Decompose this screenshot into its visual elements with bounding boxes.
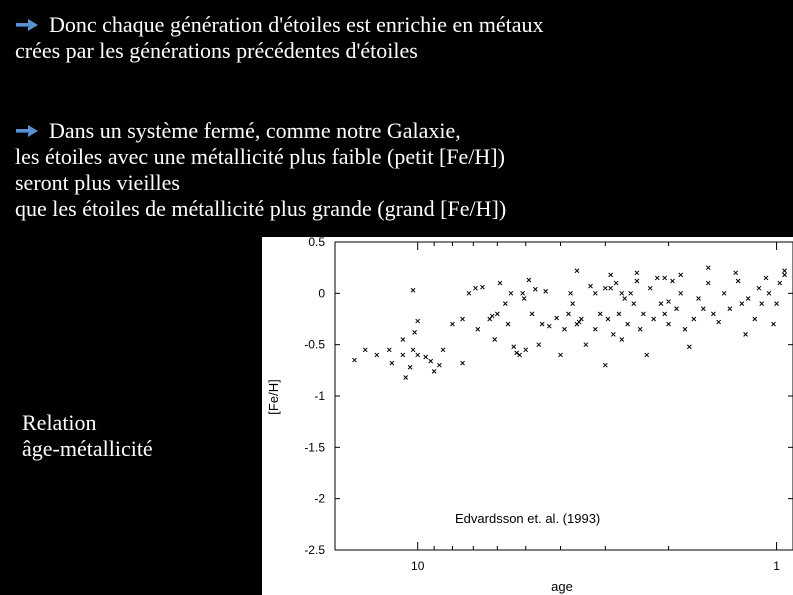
data-point — [760, 302, 764, 306]
bullet-1-line-2: crées par les générations précédentes d'étoiles — [15, 38, 418, 63]
data-point — [411, 348, 415, 352]
data-point — [764, 276, 768, 280]
data-point — [728, 307, 732, 311]
bullet-2-line-3: seront plus vieilles — [15, 170, 180, 195]
data-point — [461, 317, 465, 321]
x-tick-label: 10 — [411, 559, 425, 573]
data-point — [744, 332, 748, 336]
data-point — [509, 291, 513, 295]
data-point — [375, 353, 379, 357]
data-point — [611, 332, 615, 336]
data-point — [575, 269, 579, 273]
y-tick-label: -0.5 — [304, 337, 325, 352]
data-point — [746, 296, 750, 300]
data-point — [598, 312, 602, 316]
data-point — [593, 291, 597, 295]
bullet-2 — [15, 118, 506, 222]
data-point — [524, 348, 528, 352]
data-point — [778, 281, 782, 285]
arrow-right-icon — [15, 18, 39, 32]
data-point — [740, 302, 744, 306]
data-point — [521, 291, 525, 295]
data-point — [635, 279, 639, 283]
data-point — [559, 353, 563, 357]
data-point — [413, 330, 417, 334]
bullet-1 — [15, 12, 543, 64]
data-point — [783, 269, 787, 273]
y-tick-label: -2.5 — [304, 543, 325, 557]
data-point — [711, 312, 715, 316]
data-point — [416, 319, 420, 323]
data-points — [353, 266, 787, 380]
data-point — [638, 327, 642, 331]
data-point — [503, 302, 507, 306]
data-point — [632, 302, 636, 306]
data-point — [663, 276, 667, 280]
data-point — [753, 317, 757, 321]
data-point — [450, 322, 454, 326]
data-point — [547, 324, 551, 328]
data-point — [593, 327, 597, 331]
data-point — [620, 291, 624, 295]
y-tick-label: -1.5 — [304, 440, 325, 455]
data-point — [771, 322, 775, 326]
data-point — [527, 278, 531, 282]
data-point — [506, 322, 510, 326]
data-point — [717, 320, 721, 324]
arrow-right-icon — [15, 124, 39, 138]
x-axis-label: age — [551, 579, 573, 594]
bullet-2-line-1 — [15, 118, 506, 144]
data-point — [441, 348, 445, 352]
data-point — [461, 361, 465, 365]
data-point — [706, 281, 710, 285]
data-point — [555, 316, 559, 320]
data-point — [603, 363, 607, 367]
data-point — [408, 365, 412, 369]
data-point — [614, 281, 618, 285]
data-point — [588, 284, 592, 288]
bullet-2-line-4: que les étoiles de métallicité plus grande (grand [Fe/H]) — [15, 196, 507, 221]
data-point — [493, 338, 497, 342]
data-point — [544, 289, 548, 293]
data-point — [679, 273, 683, 277]
data-point — [706, 266, 710, 270]
scatter-plot — [262, 237, 793, 595]
data-point — [498, 281, 502, 285]
side-label-line-2: âge-métallicité — [22, 436, 153, 461]
data-point — [683, 327, 687, 331]
side-label — [22, 410, 153, 462]
data-point — [540, 322, 544, 326]
data-point — [670, 279, 674, 283]
y-tick-label: 0 — [318, 286, 325, 301]
y-tick-label: -1 — [314, 389, 325, 403]
data-point — [701, 307, 705, 311]
data-point — [635, 271, 639, 275]
y-tick-label: -2 — [314, 491, 325, 506]
data-point — [783, 273, 787, 277]
data-point — [667, 322, 671, 326]
data-point — [437, 363, 441, 367]
data-point — [648, 286, 652, 290]
data-point — [416, 353, 420, 357]
data-point — [692, 317, 696, 321]
data-point — [609, 273, 613, 277]
data-point — [736, 279, 740, 283]
data-point — [387, 348, 391, 352]
data-point — [652, 317, 656, 321]
data-point — [697, 296, 701, 300]
data-point — [675, 307, 679, 311]
data-point — [569, 291, 573, 295]
data-point — [512, 345, 516, 349]
data-point — [584, 343, 588, 347]
data-point — [490, 314, 494, 318]
bullet-2-line-2: les étoiles avec une métallicité plus faible (petit [Fe/H]) — [15, 144, 505, 169]
data-point — [767, 291, 771, 295]
data-point — [775, 302, 779, 306]
plot-frame — [335, 242, 793, 550]
data-point — [659, 302, 663, 306]
data-point — [626, 322, 630, 326]
data-point — [537, 343, 541, 347]
data-point — [679, 291, 683, 295]
data-point — [424, 355, 428, 359]
side-label-line-1: Relation — [22, 410, 97, 435]
data-point — [467, 291, 471, 295]
y-axis-ticks — [304, 237, 793, 557]
data-point — [522, 296, 526, 300]
data-point — [757, 286, 761, 290]
data-point — [480, 285, 484, 289]
scatter-plot-panel — [262, 237, 793, 595]
data-point — [401, 338, 405, 342]
data-point — [722, 291, 726, 295]
data-point — [623, 296, 627, 300]
data-point — [363, 348, 367, 352]
data-point — [655, 276, 659, 280]
data-point — [641, 312, 645, 316]
y-axis-label: [Fe/H] — [266, 379, 281, 415]
data-point — [620, 338, 624, 342]
data-point — [617, 312, 621, 316]
bullet-1-line-1 — [15, 12, 543, 38]
data-point — [401, 353, 405, 357]
data-point — [645, 353, 649, 357]
citation-annotation: Edvardsson et. al. (1993) — [455, 511, 601, 526]
x-tick-label: 1 — [773, 559, 780, 573]
bullet-1-text-1: Donc chaque génération d'étoiles est enrichie en métaux — [49, 12, 544, 37]
data-point — [530, 312, 534, 316]
data-point — [603, 286, 607, 290]
data-point — [667, 300, 671, 304]
data-point — [429, 359, 433, 363]
y-tick-label: 0.5 — [308, 237, 325, 249]
data-point — [606, 317, 610, 321]
data-point — [562, 327, 566, 331]
data-point — [663, 312, 667, 316]
data-point — [411, 288, 415, 292]
data-point — [629, 291, 633, 295]
data-point — [353, 358, 357, 362]
data-point — [687, 345, 691, 349]
data-point — [609, 286, 613, 290]
data-point — [495, 312, 499, 316]
data-point — [432, 369, 436, 373]
data-point — [533, 287, 537, 291]
bullet-2-text-1: Dans un système fermé, comme notre Galaxie, — [49, 118, 461, 143]
data-point — [567, 312, 571, 316]
data-point — [390, 361, 394, 365]
data-point — [476, 327, 480, 331]
data-point — [571, 302, 575, 306]
data-point — [474, 286, 478, 290]
data-point — [404, 376, 408, 380]
data-point — [734, 271, 738, 275]
